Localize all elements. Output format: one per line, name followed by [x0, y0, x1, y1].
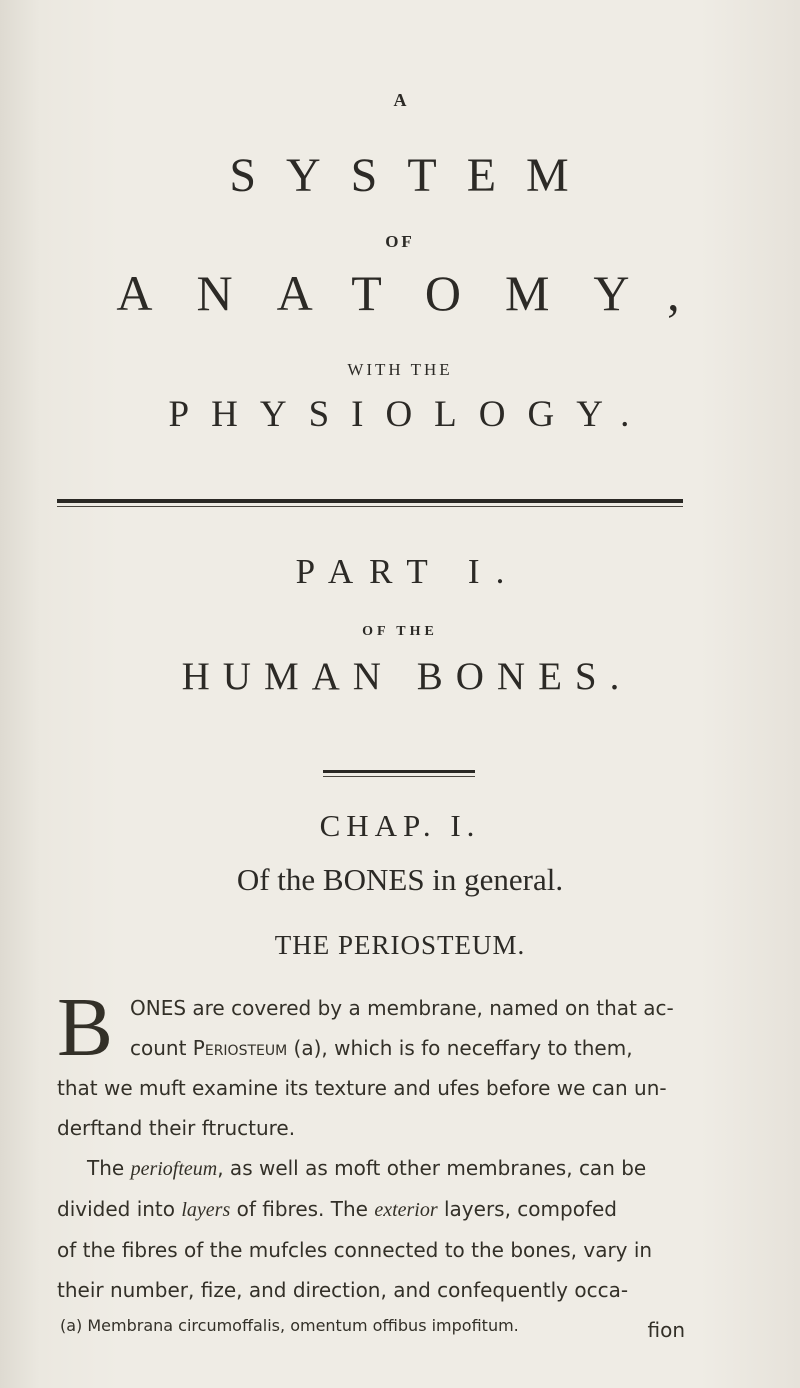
title-article: A	[393, 90, 407, 110]
body-line-1: ONES are covered by a membrane, named on that ac-	[130, 996, 674, 1020]
body-line-4: derftand their ftructure.	[57, 1116, 296, 1140]
body-line-2: count Periosteum (a), which is fo neceffary to them,	[130, 1036, 633, 1060]
footnote: (a) Membrana circumoffalis, omentum offibus impofitum.	[60, 1316, 519, 1335]
body-text	[57, 981, 685, 1350]
chapter-heading: CHAP. I.	[319, 808, 481, 843]
title-anatomy: ANATOMY,	[116, 265, 724, 321]
term-exterior: exterior	[374, 1199, 438, 1221]
body-line-7: of the fibres of the mufcles connected to the bones, vary in	[57, 1238, 653, 1262]
title-of: OF	[385, 232, 415, 251]
section-heading: THE PERIOSTEUM.	[274, 930, 526, 960]
body-line-8: their number, fize, and direction, and confequently occa-	[57, 1278, 629, 1302]
body-line-6: divided into layers of fibres. The exterior layers, compofed	[57, 1197, 617, 1221]
body-line-5: The periofteum, as well as moft other membranes, can be	[87, 1156, 647, 1180]
catchword: fion	[647, 1318, 685, 1342]
title-rule-thick	[57, 499, 683, 503]
drop-cap: B	[57, 981, 114, 1074]
part-subject: HUMAN BONES.	[181, 655, 633, 698]
part-of-the: OF THE	[362, 624, 438, 639]
title-rule-thin	[57, 506, 683, 507]
title-physiology: PHYSIOLOGY.	[168, 394, 652, 435]
dropcap-block	[57, 981, 685, 1074]
term-periofteum: periofteum	[130, 1158, 218, 1180]
chapter-rule-thin	[323, 776, 475, 777]
part-heading: PART I.	[295, 552, 521, 591]
term-layers: layers	[181, 1199, 231, 1221]
title-system: SYSTEM	[229, 149, 599, 202]
body-line-3: that we muft examine its texture and ufes before we can un-	[57, 1076, 667, 1100]
chapter-subtitle: Of the BONES in general.	[236, 862, 564, 897]
title-with-the: WITH THE	[347, 360, 453, 379]
chapter-rule-thick	[323, 770, 475, 773]
term-periosteum: Periosteum	[192, 1036, 288, 1060]
